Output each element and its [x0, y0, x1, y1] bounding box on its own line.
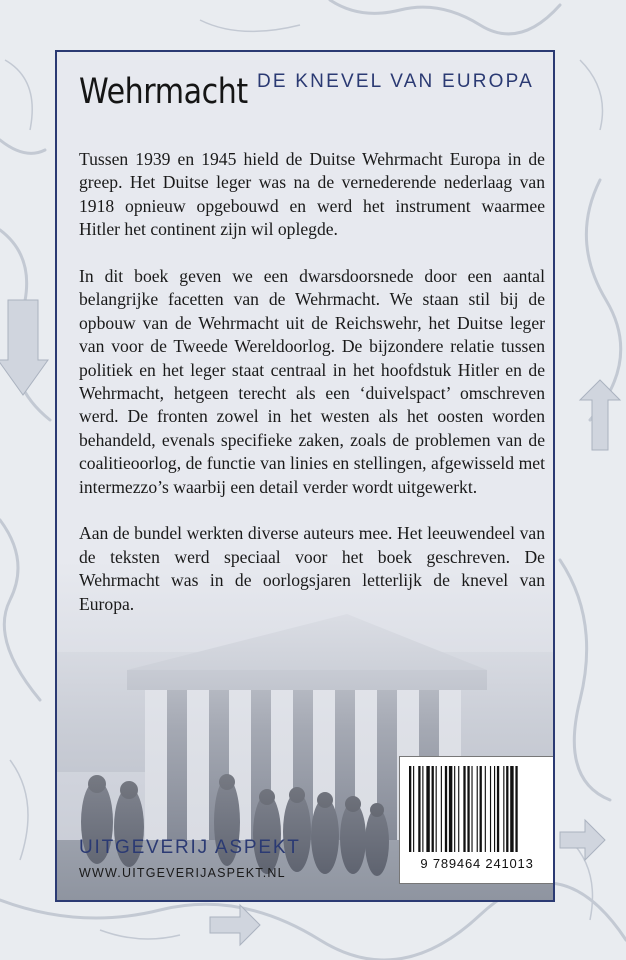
barcode-bar — [441, 766, 442, 852]
blurb-paragraph-2: In dit boek geven we een dwarsdoorsnede door een aantal belangrijke facetten van de Wehrmacht. We staan stil bij de opbouw van de Wehrmacht uit de Reichswehr, het Duitse leger van voor de Tweede Wereldoorlog. De bijzondere relatie tussen politiek en het leger staat centraal in het hoofdstuk Hitler en de Wehrmacht, hetgeen terecht als een ‘duivelspact’ omschreven werd. De fronten zowel in het westen als het oosten worden behandeld, evenals specifieke zaken, zoals de problemen van de coalitieoorlog, de functie van linies en stellingen, afgewisseld met intermezzo’s waarbij een detail verder wordt uitgewerkt. — [79, 266, 545, 497]
barcode-bar — [471, 766, 472, 852]
blurb-paragraph-1: Tussen 1939 en 1945 hield de Duitse Wehrmacht Europa in de greep. Het Duitse leger was na de vernederende nederlaag van 1918 opnieuw opgebouwd en werd het instrument waarmee Hitler het continent zijn wil oplegde. — [79, 149, 545, 240]
barcode-bar — [510, 766, 513, 852]
barcode-bar — [418, 766, 420, 852]
barcode-bar — [445, 766, 447, 852]
barcode-bar — [506, 766, 508, 852]
barcode-bar — [463, 766, 465, 852]
barcode — [399, 756, 555, 884]
barcode-bar — [494, 766, 495, 852]
barcode-bar — [480, 766, 482, 852]
barcode-bar — [503, 766, 504, 852]
barcode-bar — [413, 766, 414, 852]
barcode-bar — [467, 766, 469, 852]
publisher-name: UITGEVERIJ ASPEKT — [79, 837, 301, 858]
barcode-bar — [485, 766, 486, 852]
barcode-bars — [409, 766, 545, 852]
book-title: Wehrmacht — [79, 72, 248, 112]
book-subtitle: DE KNEVEL VAN EUROPA — [257, 71, 534, 92]
barcode-bar — [497, 766, 499, 852]
barcode-bar — [436, 766, 437, 852]
barcode-bar — [458, 766, 459, 852]
isbn-number: 9 789464 241013 — [420, 856, 534, 871]
blurb-paragraph-3: Aan de bundel werkten diverse auteurs mee. Het leeuwendeel van de teksten werd speciaal voor het boek geschreven. De Wehrmacht was in de oorlogsjaren letterlijk de knevel van Europa. — [79, 523, 545, 614]
barcode-bar — [454, 766, 455, 852]
barcode-bar — [422, 766, 423, 852]
publisher-url: WWW.UITGEVERIJASPEKT.NL — [79, 866, 286, 880]
barcode-bar — [477, 766, 478, 852]
barcode-bar — [432, 766, 434, 852]
barcode-bar — [490, 766, 491, 852]
barcode-bar — [409, 766, 411, 852]
barcode-bar — [515, 766, 517, 852]
barcode-bar — [449, 766, 452, 852]
barcode-bar — [426, 766, 429, 852]
blurb — [79, 148, 545, 616]
back-cover-panel — [55, 50, 555, 902]
